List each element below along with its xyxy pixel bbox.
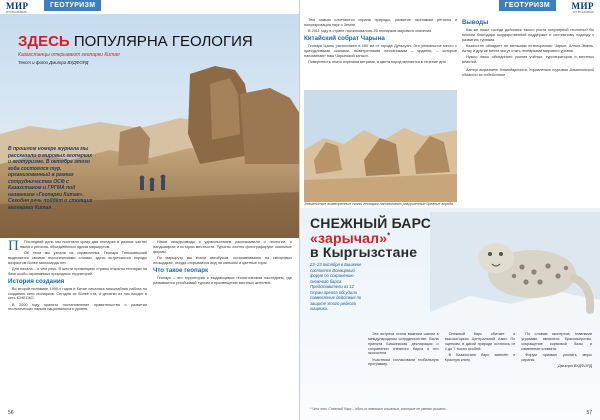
paragraph: По словам экспертов, главными угрозами являются браконьерство, сокращение кормовой базы и изменение климата.	[521, 332, 593, 351]
section-heading: Китайский собрат Чарына	[304, 34, 385, 42]
right-page	[300, 0, 600, 420]
paragraph: Поверхность плато изрезана ветрами, а цвета пород меняются в течение дня.	[308, 59, 447, 64]
text-column	[304, 18, 457, 88]
page-header	[300, 0, 600, 14]
paragraph: Геопарк – это территория с выдающимся геологическим наследием, где развивается устойчивый туризм и просвещение местных жителей.	[153, 275, 292, 285]
title-red: ЗДЕСЬ	[18, 33, 70, 50]
paragraph: Форум призвал усилить меры охраны.	[521, 352, 593, 362]
page-number: 57	[586, 410, 592, 416]
title-rest: ПОПУЛЯРНА ГЕОЛОГИЯ	[69, 33, 253, 50]
paragraph: Наши экскурсоводы с удовольствием рассказывали о геологии, о ландшафтах и истории местности. Туристы охотно фотографируют скальные формы.	[153, 240, 292, 254]
text-column	[8, 240, 147, 408]
magazine-logo	[6, 1, 29, 14]
snow-leopard-article	[300, 208, 600, 420]
footnote: * Что это. Снежный барс – один из немногих кошачьих, которые не умеют рычать.	[310, 407, 447, 411]
section-heading: Что такое геопарк	[153, 266, 209, 274]
paragraph: Как же наше соседи добились такого роста популярной геологии? Во многом благодаря государственной поддержке и системному подходу к развитию туризма.	[462, 28, 594, 42]
paragraph: Участники согласовали глобальную программу.	[368, 357, 439, 367]
author-note: Автор выражает благодарность Управлению туризма Алматинской области за содействие	[462, 67, 594, 77]
paragraph: Во второй половине 1990-х годов в Китае началась масштабная работа по созданию сети геопарков. Сегодня их более ста, и десятки из них входят в сеть ЮНЕСКО.	[8, 286, 147, 301]
section-rubric: ГЕОТУРИЗМ	[499, 0, 556, 11]
page-header	[0, 0, 299, 14]
snow-leopard-title: СНЕЖНЫЙ БАРС «зарычал»* в Кыргызстане	[310, 215, 432, 261]
logo-text: МИР	[571, 1, 594, 11]
snow-leopard-lead: 22–23 октября в Бишкеке состоялся Всемирный форум по сохранению снежного барса. Представители из 12 стран ареала обсудили совместные действия по защите этого редкого хищника.	[310, 262, 362, 312]
paragraph: Нужно лишь объединить усилия учёных, туроператоров и местных властей.	[462, 55, 594, 64]
magazine-logo	[572, 1, 595, 14]
author-signature: Дмитра ВУДФОРД	[558, 363, 593, 368]
section-heading: История создания	[8, 277, 65, 285]
section-heading: Выводы	[462, 19, 489, 26]
right-text-conclusions	[462, 18, 594, 206]
paragraph: По маршруту мы ехали автобусом, останавливаясь на смотровых площадках, откуда открывается вид на каньоны и цветные горы.	[153, 255, 292, 265]
section-rubric: ГЕОТУРИЗМ	[44, 0, 101, 11]
text-column	[521, 332, 592, 402]
page-number: 56	[8, 410, 14, 416]
right-text-top	[304, 18, 457, 88]
article-subtitle: Казахстанцы открывают геопарки Китая	[18, 52, 120, 58]
paragraph: Для начала – о чём речь. В шести провинциях страны открыты геопарки на базе особо охраняемых природных территорий.	[8, 266, 147, 276]
paragraph: В 2011 году в стране насчитывалось 26 геопарков мирового значения.	[308, 29, 433, 34]
paragraph: П Последний день мы посетили сразу два геопарка в разных частях южного региона, объединённых одним маршрутом.	[8, 240, 147, 254]
paragraph: Об этом мы узнали из справочника. Геопарк Тяньшаньский выделяется своими геологическими слоями, здесь встречаются породы возрастом более миллиарда лет.	[8, 251, 147, 265]
paragraph: В Казахстане барс занесён в Красную книгу.	[444, 352, 516, 362]
snow-leopard-columns	[368, 332, 592, 402]
article-title-block	[18, 34, 276, 65]
article-lead: В прошлом номере журнала мы рассказали о мировых геопарках и геотуризме. В октябре этого года состоялся тур, организованный в рамках сотрудничества ОСФ с Казахстаном и ГРГМА под названием «Геопарки Китая». Сегодня речь пойдёт о стоящих геопарках Китая	[8, 146, 93, 211]
article-title	[18, 34, 276, 49]
logo-subtitle: ИЗ РЕАЛЬНЫХ	[6, 10, 27, 14]
geopark-photo	[304, 90, 457, 202]
text-column	[462, 18, 594, 206]
text-column	[445, 332, 516, 402]
text-column	[368, 332, 439, 402]
logo-text: МИР	[6, 1, 29, 11]
drop-cap: П	[8, 240, 19, 254]
text-column	[153, 240, 292, 408]
paragraph: Снежный барс обитает в высокогорьях Центральной Азии. По оценкам, в дикой природе осталось от 4 до 7 тысяч особей.	[444, 332, 516, 351]
paragraph: Эта встреча стала важным шагом в международном сотрудничестве. Была принята Бишкекская декларация о сохранении снежного барса и его экосистем.	[368, 332, 439, 356]
snow-leopard-image	[430, 212, 600, 330]
paragraph: Казахстан обладает не меньшим потенциалом: Чарын, Алтын-Эмель, Актау и другие места могут стать геопарками мирового уровня.	[462, 43, 594, 53]
logo-subtitle: ИЗ РЕАЛЬНЫХ	[573, 10, 594, 14]
paragraph: Геопарк Цзянь расположен в 160 км от города Дуньхуан. Это уникальное место с причудливыми скалами, выветренными песчаниками – ярданги, – которые напоминают наш Чарынский каньон.	[304, 43, 457, 58]
left-text-columns	[8, 240, 292, 408]
photo-caption: Знаменитые выветренные скалы геопарка напоминают разрушенные древние города	[304, 202, 454, 206]
paragraph: Тем самым сочетаются охрана природы, развитие экономики региона и популяризация наук о Земле.	[304, 18, 457, 27]
article-byline: Текст и фото Дмитра ВУДФОРД	[18, 60, 89, 65]
paragraph: В 2000 году принято постановление правительства о развитии геологических парков национального уровня.	[8, 302, 147, 312]
